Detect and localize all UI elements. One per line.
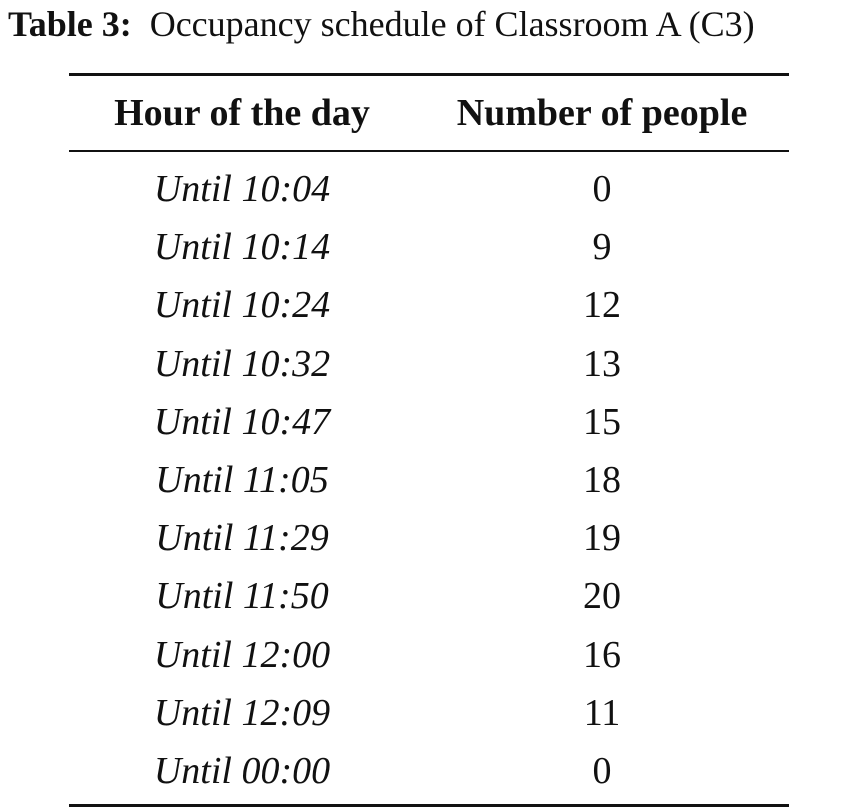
cell-hour: Until 11:05 bbox=[155, 459, 329, 502]
table-header-row bbox=[69, 76, 789, 150]
cell-people: 9 bbox=[592, 226, 612, 269]
table-row bbox=[69, 684, 789, 742]
table-row bbox=[69, 509, 789, 567]
table-row bbox=[69, 335, 789, 393]
table-row bbox=[69, 626, 789, 684]
table-row bbox=[69, 218, 789, 276]
table-row bbox=[69, 451, 789, 509]
cell-people: 18 bbox=[583, 459, 621, 502]
cell-hour: Until 10:14 bbox=[153, 226, 331, 269]
cell-hour: Until 00:00 bbox=[153, 749, 331, 792]
cell-hour: Until 11:29 bbox=[155, 517, 329, 560]
table-body bbox=[69, 152, 789, 804]
table-row bbox=[69, 160, 789, 218]
header-number-of-people: Number of people bbox=[456, 92, 748, 134]
cell-hour: Until 10:24 bbox=[153, 284, 331, 327]
cell-people: 0 bbox=[592, 168, 612, 211]
table-caption-text: Occupancy schedule of Classroom A (C3) bbox=[149, 4, 755, 44]
occupancy-table bbox=[69, 73, 789, 807]
table-caption bbox=[8, 2, 858, 46]
table-bottom-rule bbox=[69, 804, 789, 807]
cell-people: 11 bbox=[583, 691, 621, 734]
cell-people: 20 bbox=[583, 575, 621, 618]
cell-people: 16 bbox=[583, 633, 621, 676]
header-hour-of-day: Hour of the day bbox=[114, 92, 370, 134]
cell-people: 12 bbox=[583, 284, 621, 327]
cell-people: 0 bbox=[592, 749, 612, 792]
table-row bbox=[69, 393, 789, 451]
cell-hour: Until 12:00 bbox=[153, 633, 331, 676]
table-row bbox=[69, 742, 789, 800]
cell-hour: Until 12:09 bbox=[153, 691, 331, 734]
table-caption-label: Table 3: bbox=[8, 4, 132, 44]
cell-people: 13 bbox=[583, 342, 621, 385]
cell-hour: Until 11:50 bbox=[155, 575, 329, 618]
cell-people: 19 bbox=[583, 517, 621, 560]
table-row bbox=[69, 276, 789, 334]
table-row bbox=[69, 567, 789, 625]
cell-people: 15 bbox=[583, 400, 621, 443]
cell-hour: Until 10:04 bbox=[153, 168, 331, 211]
cell-hour: Until 10:32 bbox=[153, 342, 331, 385]
cell-hour: Until 10:47 bbox=[153, 400, 331, 443]
